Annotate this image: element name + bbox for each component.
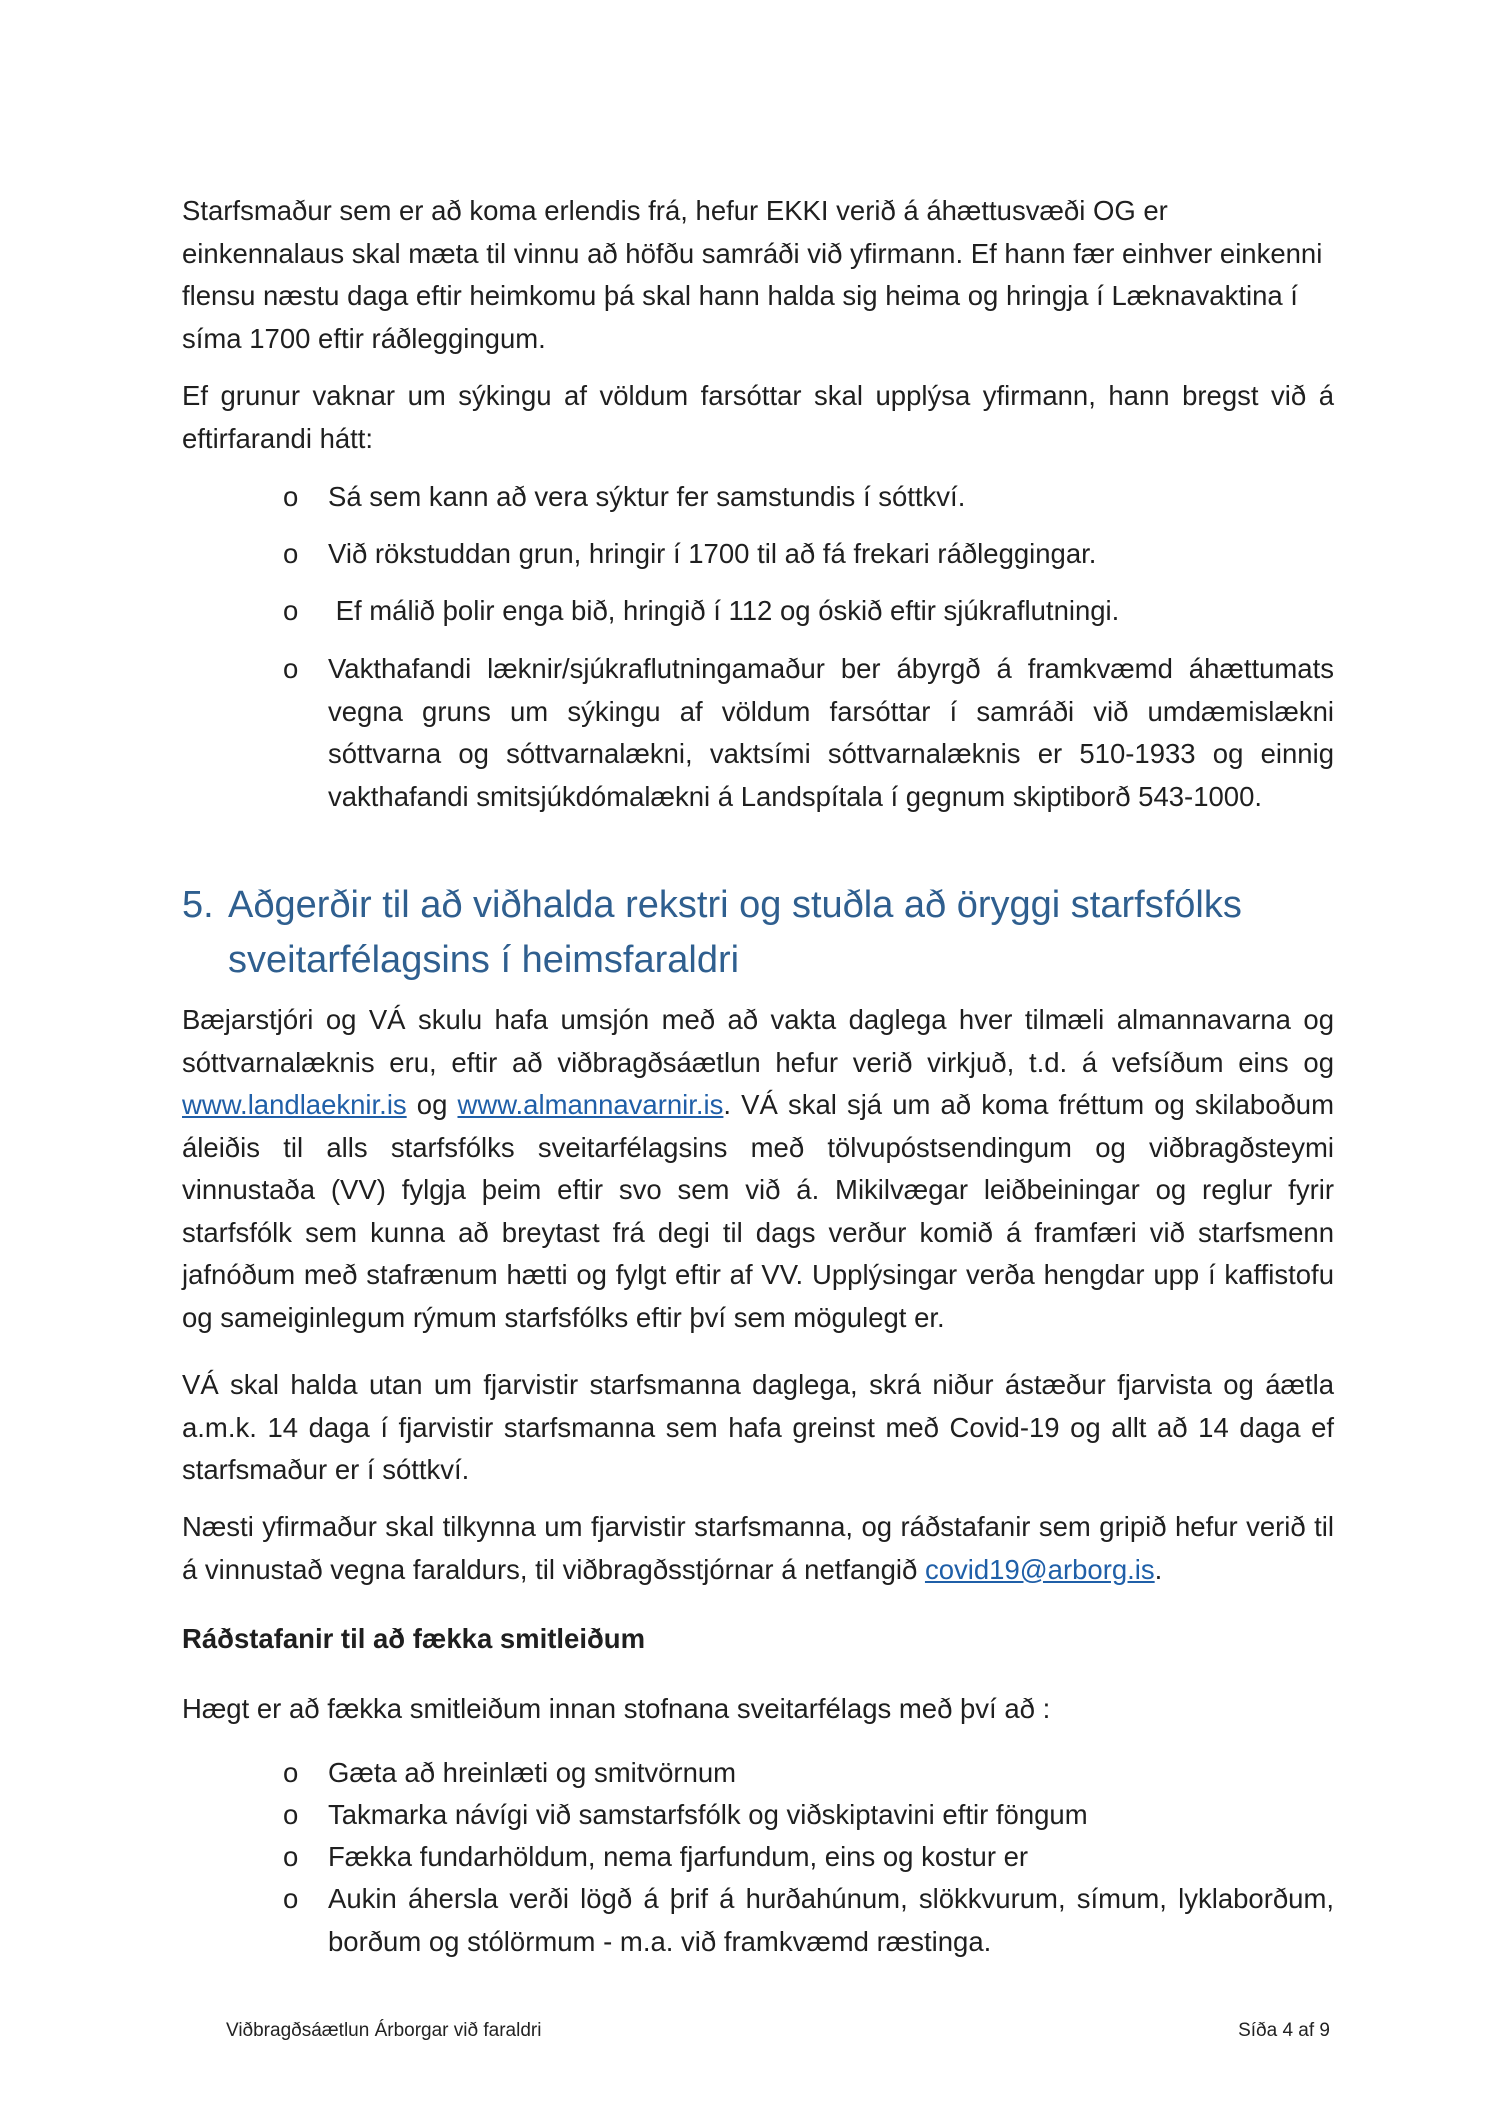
bullet-marker: o bbox=[283, 1841, 299, 1872]
bullet-marker: o bbox=[283, 1757, 299, 1788]
paragraph-text: . VÁ skal sjá um að koma fréttum og skilaboðum áleiðis til alls starfsfólks sveitarfélagsins með tölvupóstsendingum og viðbragðsteymi vinnustaða (VV) fylgja þeim eftir svo sem við á. Mikilvægar leiðbeiningar og reglur fyrir starfsfólk sem kunna að breytast frá degi til dags verður komið á framfæri við starfsmenn jafnóðum með stafrænum hætti og fylgt eftir af VV. Upplýsingar verða hengdar upp í kaffistofu og sameiginlegum rýmum starfsfólks eftir því sem mögulegt er. bbox=[182, 1089, 1334, 1333]
list-item-text: Aukin áhersla verði lögð á þrif á hurðahúnum, slökkvurum, símum, lyklaborðum, borðum og stólörmum - m.a. við framkvæmd ræstinga. bbox=[328, 1883, 1334, 1957]
bullet-marker: o bbox=[283, 653, 299, 684]
list-item-text: Sá sem kann að vera sýktur fer samstundis í sóttkví. bbox=[328, 481, 966, 512]
link-landlaeknir[interactable]: www.landlaeknir.is bbox=[182, 1089, 407, 1120]
paragraph-text: Næsti yfirmaður skal tilkynna um fjarvistir starfsmanna, og ráðstafanir sem gripið hefur verið til á vinnustað vegna faraldurs, til viðbragðsstjórnar á netfangið bbox=[182, 1511, 1334, 1585]
footer-document-title: Viðbragðsáætlun Árborgar við faraldri bbox=[226, 2020, 542, 2041]
section-5-heading bbox=[182, 878, 1334, 988]
bullet-marker: o bbox=[283, 481, 299, 512]
link-almannavarnir[interactable]: www.almannavarnir.is bbox=[457, 1089, 724, 1120]
paragraph-returning-employee: Starfsmaður sem er að koma erlendis frá, hefur EKKI verið á áhættusvæði OG er einkennalaus skal mæta til vinnu að höfðu samráði við yfirmann. Ef hann fær einhver einkenni flensu næstu daga eftir heimkomu þá skal hann halda sig heima og hringja í Læknavaktina í síma 1700 eftir ráðleggingum. bbox=[182, 195, 1323, 354]
paragraph-absences: VÁ skal halda utan um fjarvistir starfsmanna daglega, skrá niður ástæður fjarvista og áætla a.m.k. 14 daga í fjarvistir starfsmanna sem hafa greinst með Covid-19 og allt að 14 daga ef starfsmaður er í sóttkví. bbox=[182, 1369, 1334, 1485]
list-item-text: Vakthafandi læknir/sjúkraflutningamaður ber ábyrgð á framkvæmd áhættumats vegna gruns um sýkingu af völdum farsóttar í samráði við umdæmislækni sóttvarna og sóttvarnalækni, vaktsími sóttvarnalæknis er 510-1933 og einnig vakthafandi smitsjúkdómalækni á Landspítala í gegnum skiptiborð 543-1000. bbox=[328, 653, 1334, 812]
paragraph-monitoring bbox=[182, 999, 1334, 1339]
paragraph-reduce-intro: Hægt er að fækka smitleiðum innan stofnana sveitarfélags með því að : bbox=[182, 1693, 1051, 1724]
email-link[interactable]: covid19@arborg.is bbox=[924, 1553, 1155, 1585]
list-item-text: Takmarka návígi við samstarfsfólk og viðskiptavini eftir föngum bbox=[328, 1799, 1088, 1830]
list-item-text: Ef málið þolir enga bið, hringið í 112 og óskið eftir sjúkraflutningi. bbox=[328, 595, 1120, 626]
list-item-text: Fækka fundarhöldum, nema fjarfundum, eins og kostur er bbox=[328, 1841, 1029, 1872]
paragraph-reporting bbox=[182, 1506, 1334, 1591]
list-item-text: Gæta að hreinlæti og smitvörnum bbox=[328, 1757, 737, 1788]
paragraph-text: og bbox=[406, 1089, 458, 1120]
bullet-marker: o bbox=[283, 595, 299, 626]
section-title: Aðgerðir til að viðhalda rekstri og stuðla að öryggi starfsfólks sveitarfélagsins í heimsfaraldri bbox=[228, 884, 1242, 981]
paragraph-text: . bbox=[1154, 1553, 1163, 1585]
bullet-marker: o bbox=[283, 538, 299, 569]
bullet-marker: o bbox=[283, 1883, 299, 1914]
subheading-reduce-transmission: Ráðstafanir til að fækka smitleiðum bbox=[182, 1623, 646, 1654]
bullet-marker: o bbox=[283, 1799, 299, 1830]
paragraph-suspected-infection: Ef grunur vaknar um sýkingu af völdum farsóttar skal upplýsa yfirmann, hann bregst við á eftirfarandi hátt: bbox=[182, 380, 1334, 454]
footer-page-number: Síða 4 af 9 bbox=[1238, 2020, 1330, 2041]
section-number: 5. bbox=[182, 884, 214, 926]
list-item-text: Við rökstuddan grun, hringir í 1700 til að fá frekari ráðleggingar. bbox=[328, 538, 1097, 569]
paragraph-text: Bæjarstjóri og VÁ skulu hafa umsjón með að vakta daglega hver tilmæli almannavarna og sóttvarnalæknis eru, eftir að viðbragðsáætlun hefur verið virkjuð, t.d. á vefsíðum eins og bbox=[182, 1004, 1334, 1078]
